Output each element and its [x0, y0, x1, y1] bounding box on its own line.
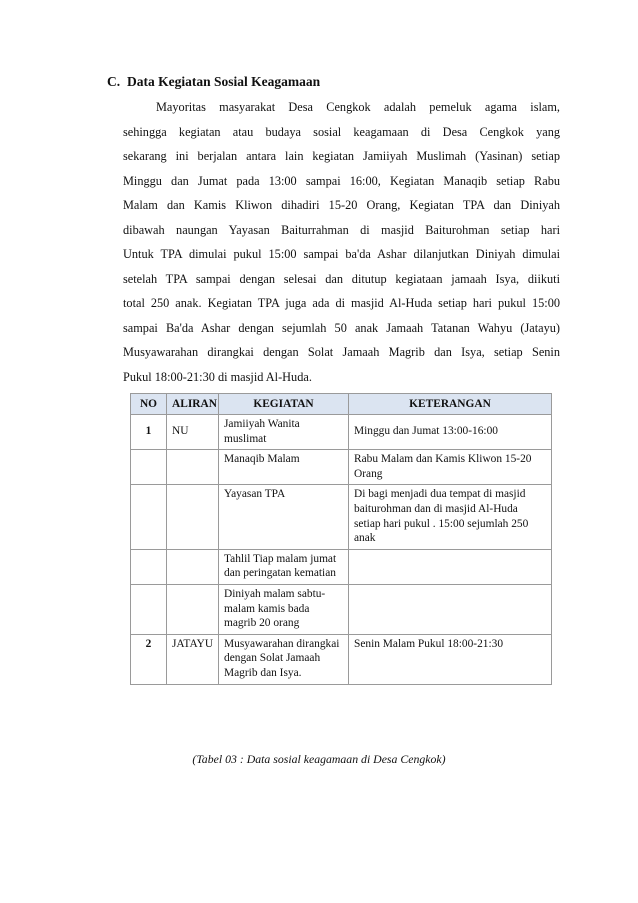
cell-kegiatan: Yayasan TPA: [219, 485, 349, 549]
cell-keterangan: [349, 549, 552, 584]
cell-keterangan: Senin Malam Pukul 18:00-21:30: [349, 634, 552, 684]
table-row: [131, 485, 552, 549]
cell-kegiatan: Jamiiyah Wanita muslimat: [219, 415, 349, 450]
activities-table: [130, 393, 552, 685]
section-heading: [107, 74, 320, 90]
body-paragraph: [123, 95, 560, 389]
paragraph-line: sekarang ini berjalan antara lain kegiatan Jamiiyah Muslimah (Yasinan) setiap: [123, 149, 560, 163]
cell-kegiatan: Musyawarahan dirangkai dengan Solat Jamaah Magrib dan Isya.: [219, 634, 349, 684]
paragraph-line: Untuk TPA dimulai pukul 15:00 sampai ba'da Ashar dilanjutkan Diniyah dimulai: [123, 247, 560, 261]
cell-kegiatan: Manaqib Malam: [219, 450, 349, 485]
cell-no: 2: [131, 634, 167, 684]
paragraph-line: setelah TPA sampai dengan selesai dan ditutup kegiataan jamaah Isya, diikuti: [123, 271, 560, 286]
cell-no: [131, 549, 167, 584]
table-row: [131, 584, 552, 634]
cell-aliran: [167, 485, 219, 549]
header-no: NO: [131, 394, 167, 415]
paragraph-line: Musyawarahan dirangkai dengan Solat Jamaah Magrib dan Isya, setiap Senin: [123, 345, 560, 359]
section-title: Data Kegiatan Sosial Keagamaan: [127, 74, 321, 89]
cell-keterangan: Minggu dan Jumat 13:00-16:00: [349, 415, 552, 450]
table-row: [131, 634, 552, 684]
table-row: [131, 450, 552, 485]
header-keterangan: KETERANGAN: [349, 394, 552, 415]
section-letter: C.: [107, 74, 121, 89]
cell-no: 1: [131, 415, 167, 450]
cell-keterangan: Rabu Malam dan Kamis Kliwon 15-20 Orang: [349, 450, 552, 485]
paragraph-line: Malam dan Kamis Kliwon dihadiri 15-20 Orang, Kegiatan TPA dan Diniyah: [123, 198, 560, 212]
cell-aliran: [167, 450, 219, 485]
cell-keterangan: [349, 584, 552, 634]
header-kegiatan: KEGIATAN: [219, 394, 349, 415]
paragraph-line: sampai Ba'da Ashar dengan sejumlah 50 anak Jamaah Tatanan Wahyu (Jatayu): [123, 320, 560, 335]
cell-no: [131, 584, 167, 634]
table-row: [131, 549, 552, 584]
cell-kegiatan: Diniyah malam sabtu-malam kamis bada magrib 20 orang: [219, 584, 349, 634]
paragraph-line: Pukul 18:00-21:30 di masjid Al-Huda.: [123, 369, 312, 384]
table-row: [131, 415, 552, 450]
paragraph-line: total 250 anak. Kegiatan TPA juga ada di masjid Al-Huda setiap hari pukul 15:00: [123, 296, 560, 310]
cell-keterangan: Di bagi menjadi dua tempat di masjid baiturohman dan di masjid Al-Huda setiap hari pukul . 15:00 sejumlah 250 anak: [349, 485, 552, 549]
table-header-row: [131, 394, 552, 415]
paragraph-line: Minggu dan Jumat pada 13:00 sampai 16:00, Kegiatan Manaqib setiap Rabu: [123, 173, 560, 188]
cell-aliran: JATAYU: [167, 634, 219, 684]
cell-kegiatan: Tahlil Tiap malam jumat dan peringatan kematian: [219, 549, 349, 584]
cell-aliran: NU: [167, 415, 219, 450]
paragraph-line: sehingga kegiatan atau budaya sosial keagamaan di Desa Cengkok yang: [123, 124, 560, 139]
header-aliran: ALIRAN: [167, 394, 219, 415]
cell-aliran: [167, 549, 219, 584]
cell-no: [131, 485, 167, 549]
cell-no: [131, 450, 167, 485]
paragraph-line: Mayoritas masyarakat Desa Cengkok adalah pemeluk agama islam,: [156, 100, 560, 114]
table-caption: (Tabel 03 : Data sosial keagamaan di Desa Cengkok): [192, 752, 446, 766]
cell-aliran: [167, 584, 219, 634]
paragraph-line: dibawah naungan Yayasan Baiturrahman di masjid Baiturohman setiap hari: [123, 222, 560, 237]
